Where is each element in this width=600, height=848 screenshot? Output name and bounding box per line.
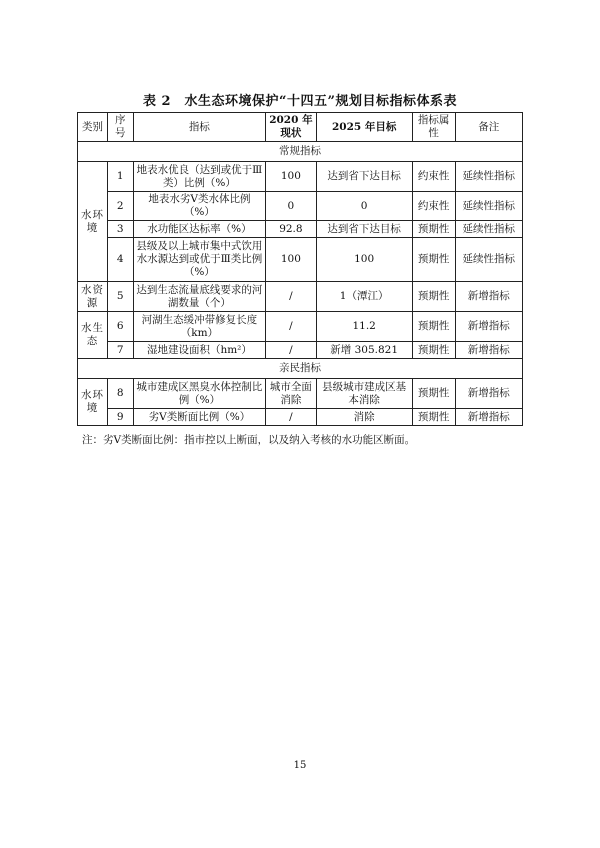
remark-cell: 新增指标 (455, 409, 522, 426)
indicator-cell: 地表水劣V类水体比例（%） (133, 192, 266, 221)
header-category: 类别 (78, 113, 108, 142)
indicator-table (77, 112, 523, 426)
indicator-cell: 河湖生态缓冲带修复长度（km） (133, 312, 266, 342)
table-row (78, 409, 523, 426)
target-cell: 1（潭江） (316, 282, 412, 312)
status-cell: / (266, 409, 316, 426)
table-row (78, 312, 523, 342)
attribute-cell: 约束性 (412, 162, 455, 192)
table-row (78, 162, 523, 192)
seq-cell: 7 (107, 342, 133, 359)
seq-cell: 2 (107, 192, 133, 221)
section-row (78, 142, 523, 162)
target-cell: 县级城市建成区基本消除 (316, 379, 412, 409)
remark-cell: 新增指标 (455, 342, 522, 359)
header-remark: 备注 (455, 113, 522, 142)
category-cell: 水资源 (78, 282, 108, 312)
seq-cell: 5 (107, 282, 133, 312)
category-cell: 水环境 (78, 162, 108, 282)
section-label: 亲民指标 (78, 359, 523, 379)
indicator-cell: 水功能区达标率（%） (133, 221, 266, 238)
table-row (78, 238, 523, 282)
status-cell: 100 (266, 162, 316, 192)
seq-cell: 6 (107, 312, 133, 342)
attribute-cell: 预期性 (412, 409, 455, 426)
seq-cell: 3 (107, 221, 133, 238)
indicator-cell: 地表水优良（达到或优于Ⅲ类）比例（%） (133, 162, 266, 192)
table-row (78, 282, 523, 312)
header-target-2025: 2025 年目标 (316, 113, 412, 142)
indicator-cell: 达到生态流量底线要求的河湖数量（个） (133, 282, 266, 312)
section-row (78, 359, 523, 379)
header-row (78, 113, 523, 142)
indicator-cell: 湿地建设面积（hm²） (133, 342, 266, 359)
target-cell: 达到省下达目标 (316, 162, 412, 192)
status-cell: 100 (266, 238, 316, 282)
indicator-cell: 城市建成区黑臭水体控制比例（%） (133, 379, 266, 409)
status-cell: / (266, 342, 316, 359)
remark-cell: 延续性指标 (455, 162, 522, 192)
page-number: 15 (293, 760, 307, 771)
table-row (78, 221, 523, 238)
remark-cell: 延续性指标 (455, 238, 522, 282)
header-indicator: 指标 (133, 113, 266, 142)
indicator-cell: 劣V类断面比例（%） (133, 409, 266, 426)
table-note: 注：劣V类断面比例：指市控以上断面，以及纳入考核的水功能区断面。 (82, 434, 416, 446)
indicator-cell: 县级及以上城市集中式饮用水水源达到或优于Ⅲ类比例（%） (133, 238, 266, 282)
seq-cell: 8 (107, 379, 133, 409)
header-seq: 序号 (107, 113, 133, 142)
remark-cell: 延续性指标 (455, 221, 522, 238)
target-cell: 100 (316, 238, 412, 282)
header-status-2020: 2020 年现状 (266, 113, 316, 142)
category-cell: 水环境 (78, 379, 108, 426)
table-row (78, 379, 523, 409)
attribute-cell: 约束性 (412, 192, 455, 221)
remark-cell: 延续性指标 (455, 192, 522, 221)
remark-cell: 新增指标 (455, 282, 522, 312)
attribute-cell: 预期性 (412, 342, 455, 359)
remark-cell: 新增指标 (455, 379, 522, 409)
target-cell: 0 (316, 192, 412, 221)
target-cell: 消除 (316, 409, 412, 426)
table-row (78, 192, 523, 221)
attribute-cell: 预期性 (412, 221, 455, 238)
target-cell: 新增 305.821 (316, 342, 412, 359)
attribute-cell: 预期性 (412, 282, 455, 312)
category-cell: 水生态 (78, 312, 108, 359)
status-cell: 城市全面消除 (266, 379, 316, 409)
remark-cell: 新增指标 (455, 312, 522, 342)
seq-cell: 4 (107, 238, 133, 282)
seq-cell: 9 (107, 409, 133, 426)
status-cell: 0 (266, 192, 316, 221)
status-cell: / (266, 282, 316, 312)
page-title: 表 2 水生态环境保护“十四五”规划目标指标体系表 (142, 94, 458, 109)
target-cell: 达到省下达目标 (316, 221, 412, 238)
attribute-cell: 预期性 (412, 312, 455, 342)
seq-cell: 1 (107, 162, 133, 192)
table-row (78, 342, 523, 359)
status-cell: / (266, 312, 316, 342)
header-attribute: 指标属性 (412, 113, 455, 142)
target-cell: 11.2 (316, 312, 412, 342)
attribute-cell: 预期性 (412, 379, 455, 409)
attribute-cell: 预期性 (412, 238, 455, 282)
status-cell: 92.8 (266, 221, 316, 238)
section-label: 常规指标 (78, 142, 523, 162)
